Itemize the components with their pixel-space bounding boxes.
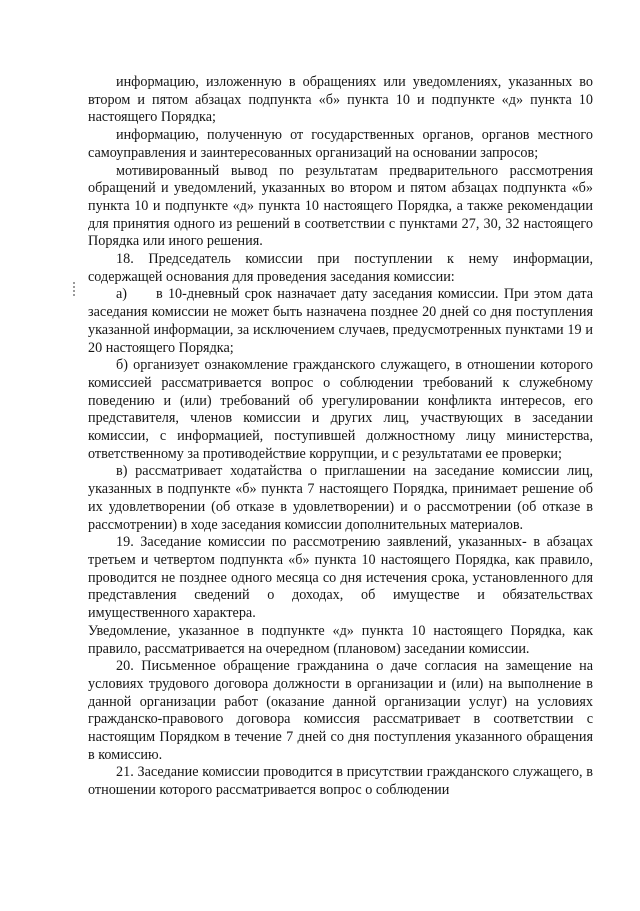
paragraph-item-18-v: в) рассматривает ходатайства о приглашении на заседание комиссии лиц, указанных в подпункте «б» пункта 7 настоящего Порядка, принимает решение об их удовлетворении (об отказе в удовлетворении) и о рассмотрении (об отказе в рассмотрении) в ходе заседания комиссии дополнительных материалов. — [88, 463, 593, 533]
paragraph-item-18-b: б) организует ознакомление гражданского служащего, в отношении которого комиссией рассматривается вопрос о соблюдении требований к служебному поведению и (или) требований об урегулировании конфликта интересов, его представителя, членов комиссии и других лиц, участвующих в заседании комиссии, с информацией, поступившей должностному лицу министерства, ответственному за противодействие коррупции, и с результатами ее проверки; — [88, 357, 593, 462]
paragraph-item-20: 20. Письменное обращение гражданина о даче согласия на замещение на условиях трудового договора должности в организации и (или) на выполнение в данной организации работ (оказание данной организации услуг) на условиях гражданско-правового договора комиссия рассматривает в соответствии с настоящим Порядком в течение 7 дней со дня поступления указанного обращения в комиссию. — [88, 658, 593, 763]
document-page — [88, 74, 593, 800]
paragraph-3: мотивированный вывод по результатам предварительного рассмотрения обращений и уведомлений, указанных во втором и пятом абзацах подпункта «б» пункта 10 и подпункте «д» пункта 10 настоящего Порядка, а также рекомендации для принятия одного из решений в соответствии с пунктами 27, 30, 32 настоящего Порядка или иного решения. — [88, 162, 593, 250]
paragraph-item-21: 21. Заседание комиссии проводится в присутствии гражданского служащего, в отношении которого рассматривается вопрос о соблюдении — [88, 764, 593, 799]
paragraph-notice: Уведомление, указанное в подпункте «д» пункта 10 настоящего Порядка, как правило, рассматривается на очередном (плановом) заседании комиссии. — [88, 622, 593, 657]
paragraph-1: информацию, изложенную в обращениях или уведомлениях, указанных во втором и пятом абзацах подпункта «б» пункта 10 и подпункте «д» пункта 10 настоящего Порядка; — [88, 74, 593, 126]
scan-artifact — [73, 282, 78, 296]
paragraph-item-19: 19. Заседание комиссии по рассмотрению заявлений, указанных- в абзацах третьем и четвертом подпункта «б» пункта 10 настоящего Порядка, как правило, проводится не позднее одного месяца со дня истечения срока, установленного для представления сведений о доходах, об имуществе и обязательствах имущественного характера. — [88, 534, 593, 622]
item-a-marker: а) — [116, 286, 128, 303]
item-a-text: в 10-дневный срок назначает дату заседания комиссии. При этом дата заседания комиссии не может быть назначена позднее 20 дней со дня поступления указанной информации, за исключением случаев, предусмотренных пунктами 19 и 20 настоящего Порядка; — [88, 286, 593, 356]
paragraph-item-18-a — [88, 286, 593, 357]
paragraph-item-18: 18. Председатель комиссии при поступлении к нему информации, содержащей основания для проведения заседания комиссии: — [88, 251, 593, 285]
paragraph-2: информацию, полученную от государственных органов, органов местного самоуправления и заинтересованных организаций на основании запросов; — [88, 127, 593, 161]
